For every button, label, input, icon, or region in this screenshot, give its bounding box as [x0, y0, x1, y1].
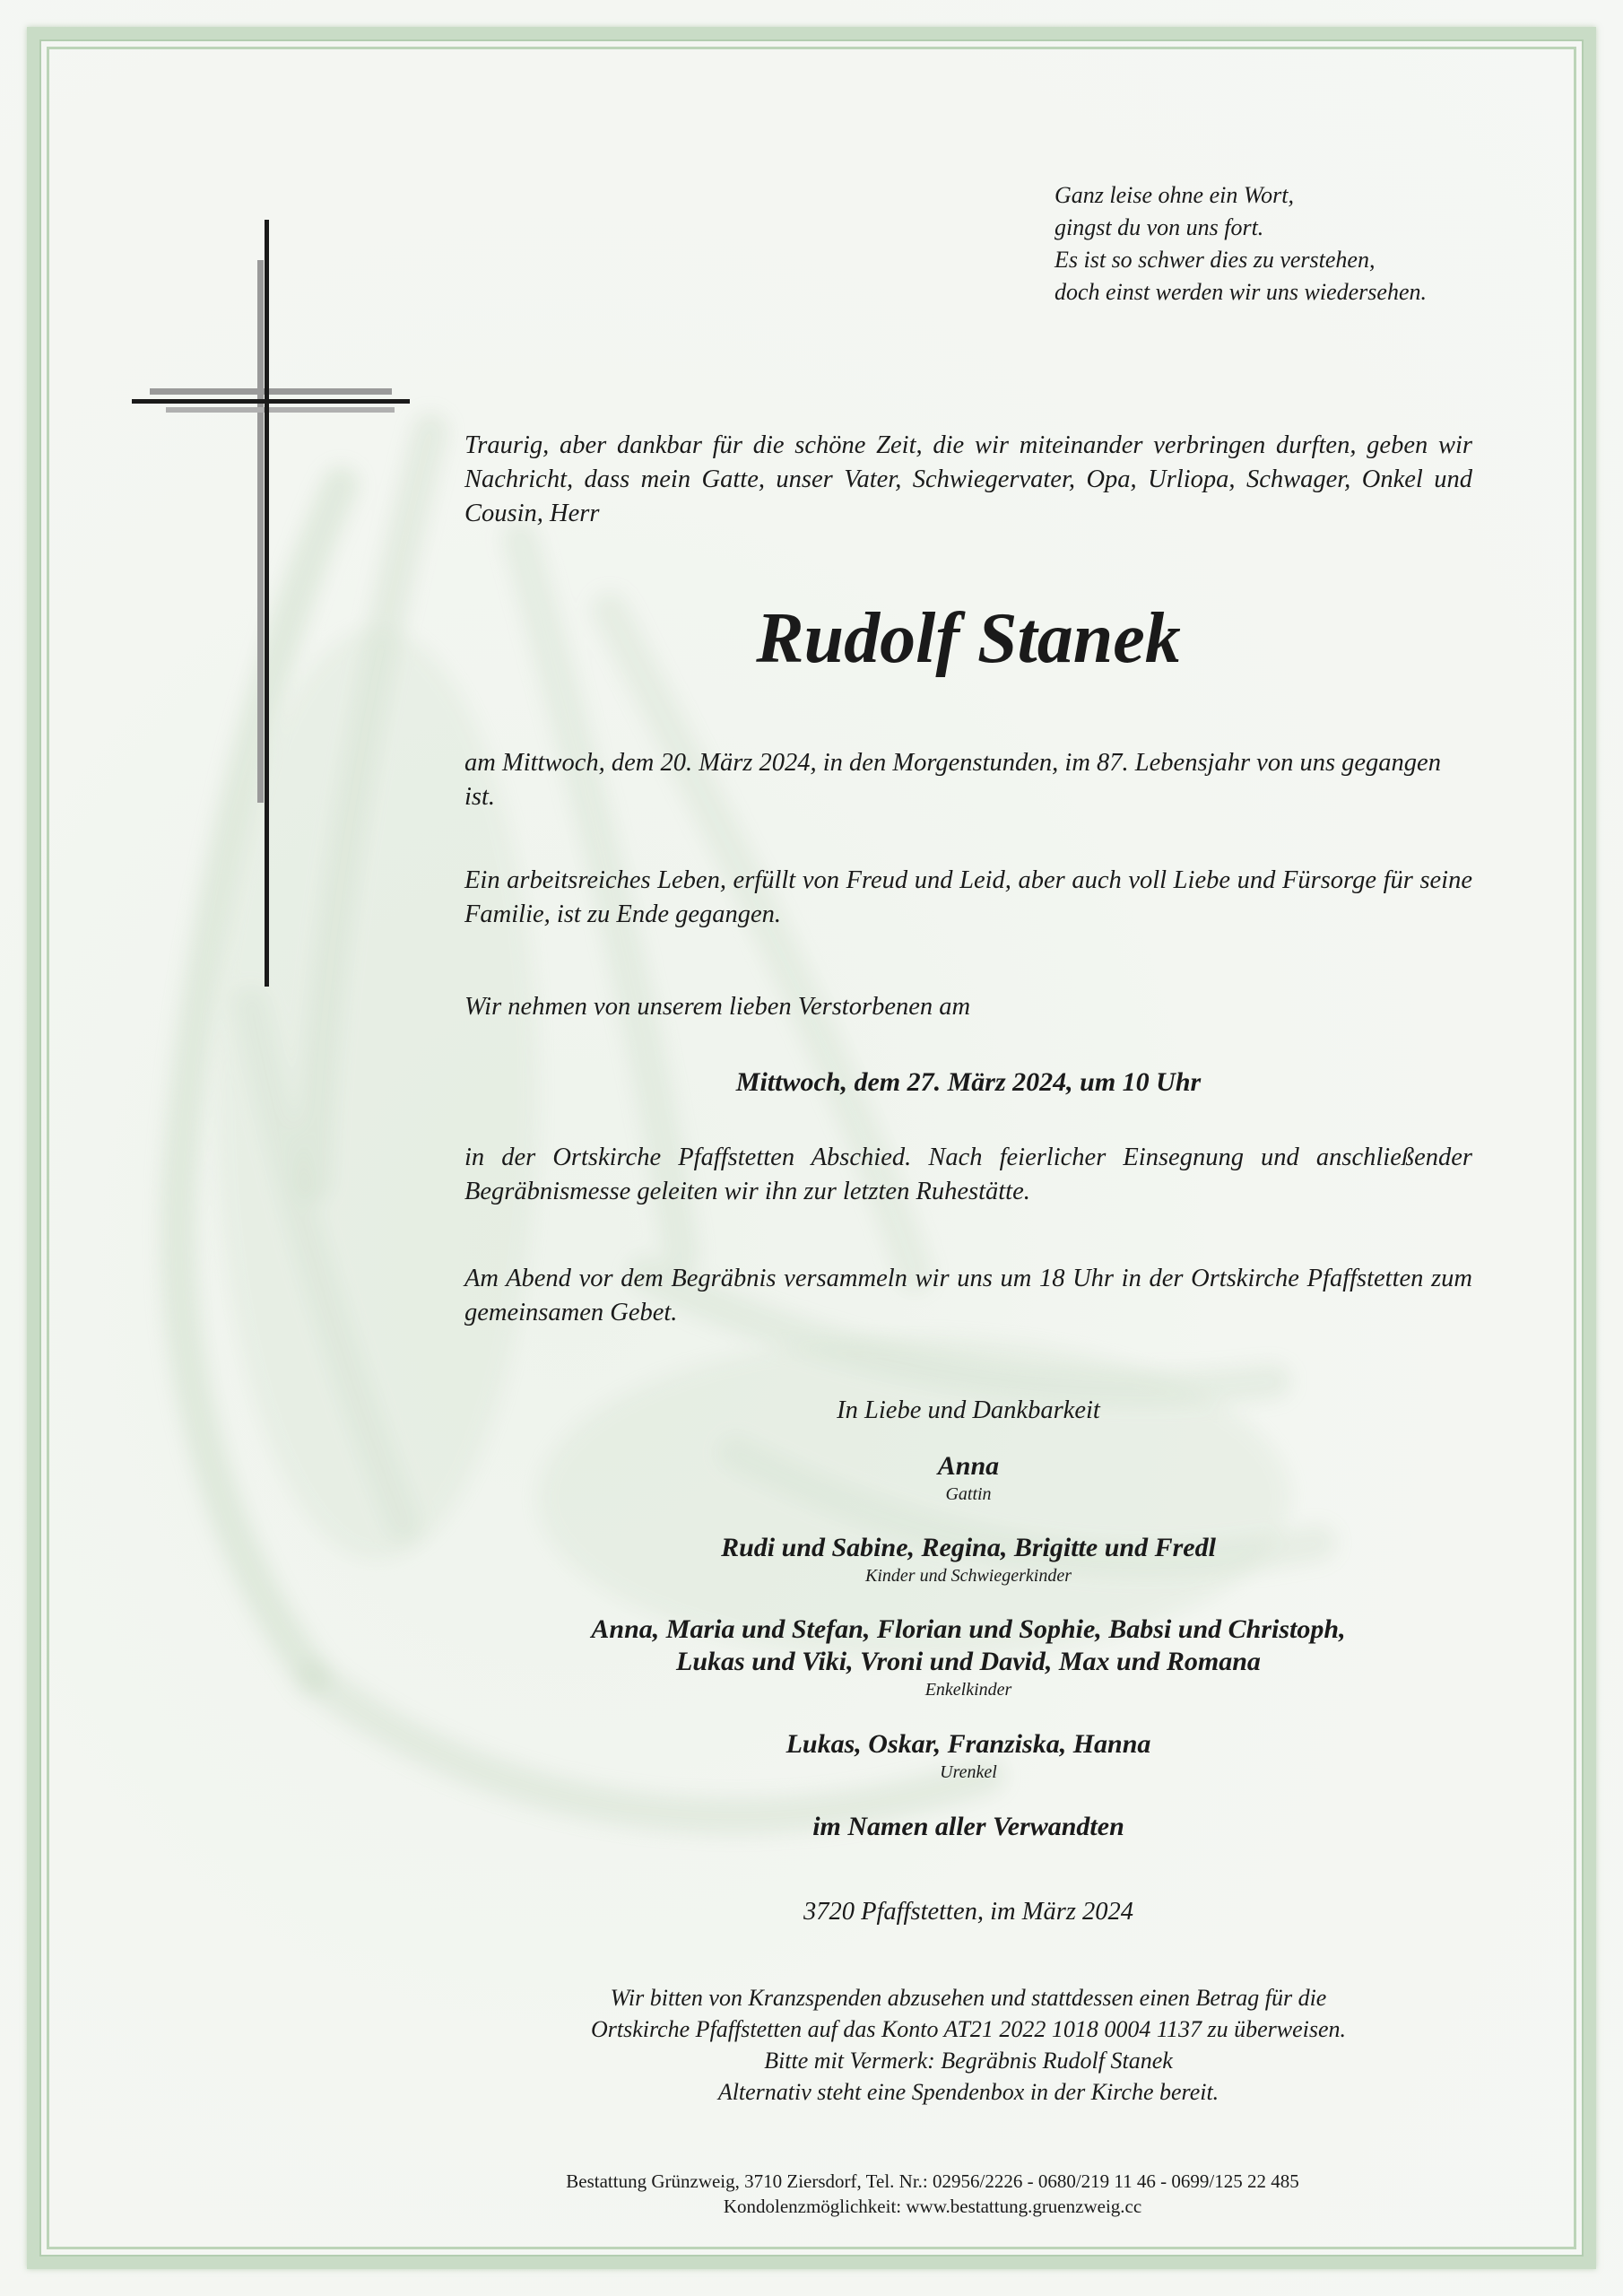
intro-text: Traurig, aber dankbar für die schöne Zeit, die wir miteinander verbringen durften, geben wir Nachricht, dass mein Gatte, unser Vater, Schwiegervater, Opa, Urliopa, Schwager, Onkel und Cousin, Herr — [464, 431, 1472, 527]
funeral-place: in der Ortskirche Pfaffstetten Abschied. Nach feierlicher Einsegnung und anschließender Begräbnismesse geleiten wir ihn zur letzten Ruhestätte. — [464, 1144, 1472, 1205]
donation-line: Alternativ steht eine Spendenbox in der Kirche bereit. — [717, 2079, 1219, 2105]
donation-line: Ortskirche Pfaffstetten auf das Konto AT21 2022 1018 0004 1137 zu überweisen. — [590, 2016, 1347, 2042]
donation-text — [375, 1982, 1562, 2108]
funeral-date: Mittwoch, dem 27. März 2024, um 10 Uhr — [735, 1067, 1202, 1097]
deceased-name: Rudolf Stanek — [756, 599, 1181, 678]
donation-line: Bitte mit Vermerk: Begräbnis Rudolf Stanek — [764, 2048, 1173, 2074]
footer-condolence-link[interactable]: Kondolenzmöglichkeit: www.bestattung.gruenzweig.cc — [723, 2196, 1142, 2217]
poem — [1055, 179, 1557, 309]
family-role: Urenkel — [940, 1762, 997, 1782]
family-role: Gattin — [945, 1484, 992, 1504]
family-names: Anna — [937, 1451, 1000, 1481]
family-role: Kinder und Schwiegerkinder — [865, 1566, 1072, 1586]
family-group — [464, 1532, 1472, 1587]
farewell-intro: Wir nehmen von unserem lieben Verstorbenen am — [464, 993, 971, 1021]
family-group — [464, 1450, 1472, 1506]
footer — [0, 2169, 1623, 2219]
poem-line: gingst du von uns fort. — [1055, 214, 1264, 240]
family-names: Rudi und Sabine, Regina, Brigitte und Fredl — [721, 1533, 1216, 1562]
prayer-text: Am Abend vor dem Begräbnis versammeln wir uns um 18 Uhr in der Ortskirche Pfaffstetten zum gemeinsamen Gebet. — [464, 1265, 1472, 1326]
poem-line: Es ist so schwer dies zu verstehen, — [1055, 247, 1376, 273]
family-role: Enkelkinder — [924, 1680, 1012, 1700]
poem-line: Ganz leise ohne ein Wort, — [1055, 182, 1294, 208]
donation-line: Wir bitten von Kranzspenden abzusehen und stattdessen einen Betrag für die — [610, 1985, 1327, 2011]
family-names: Anna, Maria und Stefan, Florian und Sophie, Babsi und Christoph, — [591, 1614, 1346, 1644]
cross-icon — [0, 0, 466, 1004]
footer-contact: Bestattung Grünzweig, 3710 Ziersdorf, Tel. Nr.: 02956/2226 - 0680/219 11 46 - 0699/125 22 485 — [566, 2170, 1299, 2192]
family-names: Lukas und Viki, Vroni und David, Max und Romana — [676, 1647, 1261, 1676]
family-group — [464, 1613, 1472, 1701]
life-text: Ein arbeitsreiches Leben, erfüllt von Freud und Leid, aber auch voll Liebe und Fürsorge für seine Familie, ist zu Ende gegangen. — [464, 866, 1472, 928]
closing-text: In Liebe und Dankbarkeit — [837, 1396, 1100, 1424]
poem-line: doch einst werden wir uns wiedersehen. — [1055, 279, 1427, 305]
family-names: Lukas, Oskar, Franziska, Hanna — [785, 1729, 1151, 1759]
family-group — [464, 1728, 1472, 1784]
death-info: am Mittwoch, dem 20. März 2024, in den Morgenstunden, im 87. Lebensjahr von uns gegangen ist. — [464, 749, 1441, 811]
relatives-text: im Namen aller Verwandten — [812, 1812, 1124, 1841]
place-date: 3720 Pfaffstetten, im März 2024 — [803, 1898, 1134, 1926]
